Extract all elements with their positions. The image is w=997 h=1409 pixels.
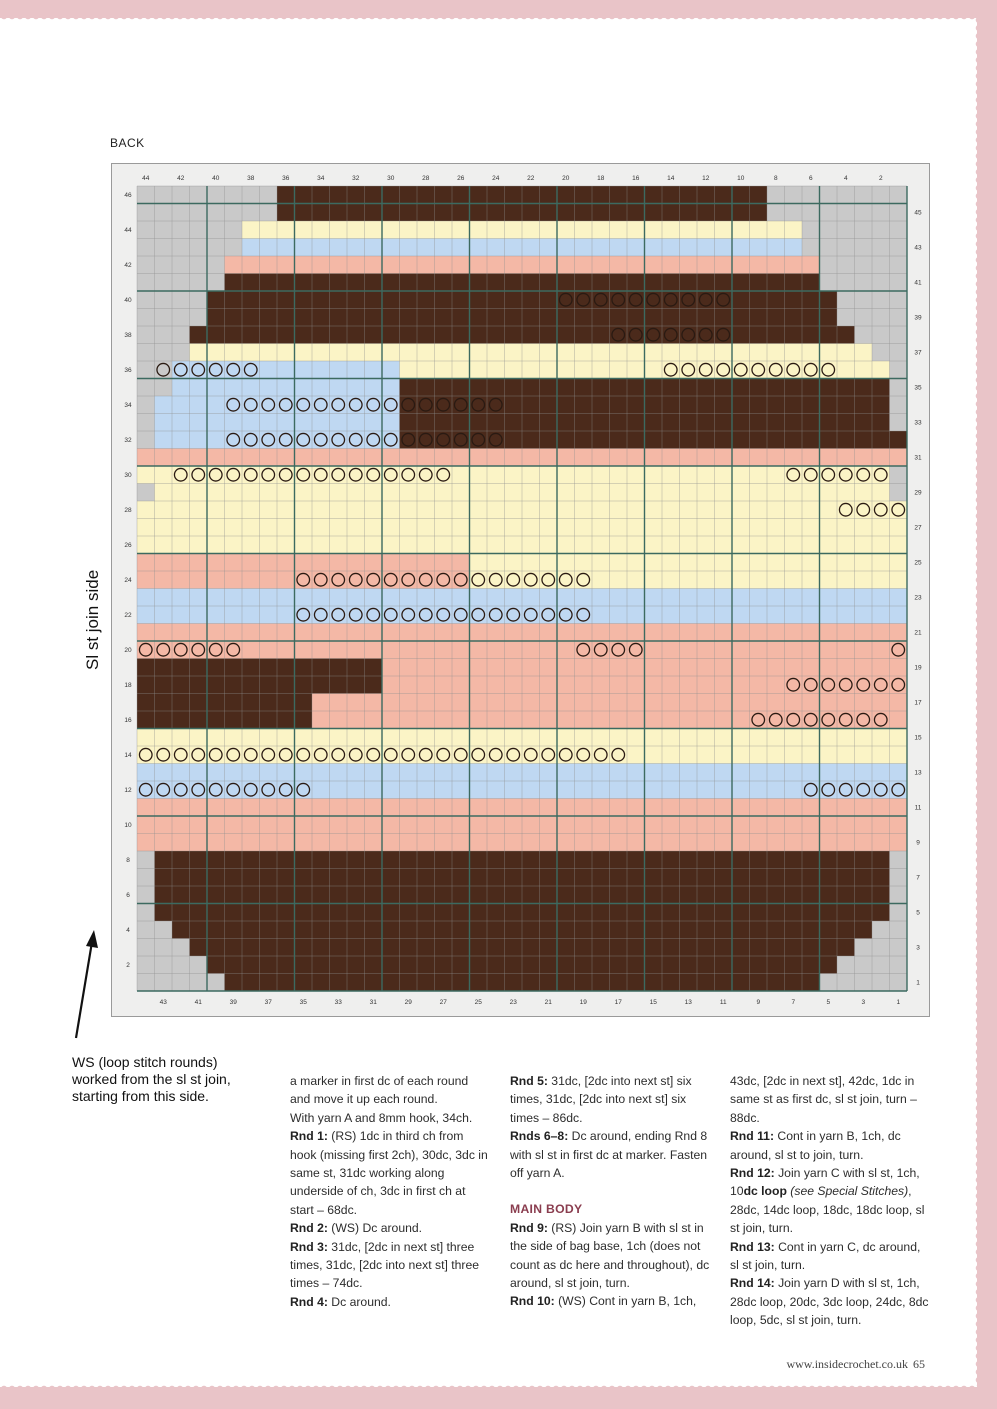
chart-row-band [137, 869, 155, 887]
col-label-bottom: 17 [614, 999, 622, 1006]
col-label-bottom: 1 [896, 999, 901, 1006]
row-label-right: 1 [916, 979, 920, 987]
pattern-round: Rnd 1: (RS) 1dc in third ch from hook (missing first 2ch), 30dc, 3dc in same st, 31dc working along underside of ch, 3dc in first ch at start – 68dc. [290, 1129, 488, 1217]
pattern-round: Rnd 10: (WS) Cont in yarn B, 1ch, [510, 1294, 697, 1309]
col-label-top: 38 [247, 175, 255, 182]
row-label-right: 33 [914, 419, 922, 427]
col-label-bottom: 37 [264, 999, 272, 1006]
chart-row-band [137, 431, 155, 449]
chart-row-band [820, 256, 908, 274]
chart-row-band [137, 484, 155, 502]
page-number: 65 [913, 1357, 925, 1371]
pattern-column-2 [510, 1072, 710, 1311]
side-label: Sl st join side [83, 569, 102, 670]
chart-row-band [137, 939, 190, 957]
col-label-top: 32 [352, 175, 360, 182]
chart-row-band [137, 326, 190, 344]
chart-row-band [470, 571, 908, 589]
pattern-text: With yarn A and 8mm hook, 34ch. [290, 1110, 473, 1125]
chart-row-band [890, 886, 908, 904]
chart-row-band [855, 939, 908, 957]
chart-row-band [137, 396, 155, 414]
col-label-top: 26 [457, 175, 465, 182]
chart-row-band [470, 554, 908, 572]
arrow-icon [60, 928, 100, 1048]
chart-row-band [890, 904, 908, 922]
chart-row-band [137, 904, 155, 922]
row-label-left: 26 [124, 542, 132, 550]
row-label-left: 18 [124, 682, 132, 690]
col-label-top: 28 [422, 175, 430, 182]
chart-row-band [890, 466, 908, 484]
col-label-top: 16 [632, 175, 640, 182]
col-label-top: 2 [878, 175, 883, 182]
pattern-round: Rnd 13: Cont in yarn C, dc around, sl st join, turn. [730, 1239, 921, 1273]
pattern-round: Rnd 5: 31dc, [2dc into next st] six times, 31dc, [2dc into next st] six times – 86dc. [510, 1074, 692, 1125]
row-label-right: 15 [914, 734, 922, 742]
col-label-top: 42 [177, 175, 185, 182]
chart-row-band [137, 256, 225, 274]
crochet-chart [111, 163, 930, 1017]
row-label-right: 19 [914, 664, 922, 672]
col-label-bottom: 5 [826, 999, 831, 1006]
row-label-right: 37 [914, 349, 922, 357]
row-label-left: 32 [124, 437, 132, 445]
row-label-left: 6 [126, 892, 130, 900]
row-label-right: 11 [914, 804, 922, 812]
col-label-top: 34 [317, 175, 325, 182]
pattern-round: Rnd 9: (RS) Join yarn B with sl st in the side of bag base, 1ch (does not count as dc here and throughout), dc around, sl st join, turn. [510, 1220, 710, 1291]
chart-row-band [890, 414, 908, 432]
col-label-top: 44 [142, 175, 150, 182]
page-border-bottom [0, 1387, 997, 1409]
col-label-top: 10 [737, 175, 745, 182]
pattern-round: Rnd 4: Dc around. [290, 1294, 391, 1309]
row-label-right: 25 [914, 559, 922, 567]
row-label-right: 21 [914, 629, 922, 637]
row-label-left: 20 [124, 647, 132, 655]
chart-row-band [172, 361, 400, 379]
col-label-bottom: 31 [369, 999, 377, 1006]
col-label-bottom: 19 [579, 999, 587, 1006]
pattern-text: a marker in first dc of each round and move it up each round. [290, 1074, 469, 1107]
page-footer [781, 1357, 925, 1372]
col-label-bottom: 29 [404, 999, 412, 1006]
col-label-bottom: 25 [474, 999, 482, 1006]
section-heading: MAIN BODY [510, 1202, 583, 1217]
chart-title: BACK [110, 136, 145, 150]
row-label-left: 42 [124, 262, 132, 270]
chart-row-band [820, 974, 908, 992]
col-label-bottom: 13 [684, 999, 692, 1006]
page-border-top [0, 0, 997, 18]
col-label-bottom: 15 [649, 999, 657, 1006]
pattern-column-3 [730, 1072, 930, 1330]
row-label-right: 43 [914, 244, 922, 252]
col-label-bottom: 21 [544, 999, 552, 1006]
col-label-top: 24 [492, 175, 500, 182]
row-label-left: 34 [124, 402, 132, 410]
row-label-left: 10 [124, 822, 132, 830]
row-label-left: 4 [126, 927, 130, 935]
col-label-top: 18 [597, 175, 605, 182]
row-label-left: 24 [124, 577, 132, 585]
col-label-bottom: 43 [159, 999, 167, 1006]
col-label-top: 4 [843, 175, 848, 182]
row-label-right: 13 [914, 769, 922, 777]
col-label-top: 8 [773, 175, 778, 182]
row-label-left: 38 [124, 332, 132, 340]
row-label-right: 5 [916, 909, 920, 917]
ws-note: WS (loop stitch rounds) worked from the sl st join, starting from this side. [72, 1054, 231, 1104]
chart-row-band [890, 396, 908, 414]
row-label-right: 23 [914, 594, 922, 602]
chart-row-band [890, 361, 908, 379]
row-label-left: 16 [124, 717, 132, 725]
chart-row-band [137, 344, 190, 362]
col-label-top: 30 [387, 175, 395, 182]
page-border-right [977, 0, 997, 1409]
row-label-right: 41 [914, 279, 922, 287]
row-label-right: 7 [916, 874, 920, 882]
row-label-left: 8 [126, 857, 130, 865]
pattern-column-1 [290, 1072, 490, 1311]
row-label-left: 30 [124, 472, 132, 480]
row-label-right: 39 [914, 314, 922, 322]
row-label-left: 22 [124, 612, 132, 620]
col-label-bottom: 41 [194, 999, 202, 1006]
row-label-right: 45 [914, 209, 922, 217]
row-label-right: 9 [916, 839, 920, 847]
col-label-top: 14 [667, 175, 675, 182]
row-label-left: 2 [126, 962, 130, 970]
chart-row-band [890, 851, 908, 869]
row-label-right: 17 [914, 699, 922, 707]
row-label-left: 14 [124, 752, 132, 760]
chart-row-band [137, 414, 155, 432]
col-label-bottom: 3 [861, 999, 866, 1006]
row-label-right: 29 [914, 489, 922, 497]
chart-row-band [137, 886, 155, 904]
chart-row-band [890, 379, 908, 397]
chart-row-band [190, 344, 873, 362]
col-label-bottom: 9 [756, 999, 761, 1006]
row-label-right: 35 [914, 384, 922, 392]
col-label-bottom: 27 [439, 999, 447, 1006]
pattern-round: Rnd 14: Join yarn D with sl st, 1ch, 28dc loop, 20dc, 3dc loop, 24dc, 8dc loop, 5dc, sl st join, turn. [730, 1276, 929, 1328]
col-label-top: 40 [212, 175, 220, 182]
chart-row-band [890, 484, 908, 502]
row-label-left: 46 [124, 192, 132, 200]
chart-row-band [820, 274, 908, 292]
row-label-right: 31 [914, 454, 922, 462]
col-label-bottom: 33 [334, 999, 342, 1006]
chart-row-band [137, 554, 470, 572]
chart-row-band [137, 974, 225, 992]
col-label-top: 6 [808, 175, 813, 182]
pattern-round: Rnd 3: 31dc, [2dc in next st] three times, 31dc, [2dc into next st] three times – 74dc. [290, 1239, 480, 1291]
pattern-round: Rnd 11: Cont in yarn B, 1ch, dc around, sl st to join, turn. [730, 1129, 901, 1162]
col-label-bottom: 39 [229, 999, 237, 1006]
chart-row-band [855, 326, 908, 344]
col-label-top: 12 [702, 175, 710, 182]
col-label-bottom: 35 [299, 999, 307, 1006]
pattern-round: Rnd 2: (WS) Dc around. [290, 1221, 423, 1236]
pattern-round: Rnds 6–8: Dc around, ending Rnd 8 with sl st in first dc at marker. Fasten off yarn A. [510, 1129, 708, 1181]
row-label-left: 36 [124, 367, 132, 375]
row-label-left: 44 [124, 227, 132, 235]
chart-row-band [137, 851, 155, 869]
footer-url: www.insidecrochet.co.uk [786, 1357, 908, 1371]
row-label-right: 3 [916, 944, 920, 952]
col-label-top: 22 [527, 175, 535, 182]
col-label-bottom: 7 [791, 999, 796, 1006]
row-label-right: 27 [914, 524, 922, 532]
col-label-bottom: 23 [509, 999, 517, 1006]
col-label-top: 36 [282, 175, 290, 182]
row-label-left: 28 [124, 507, 132, 515]
pattern-text: 43dc, [2dc in next st], 42dc, 1dc in same st as first dc, sl st join, turn – 88dc. [730, 1074, 917, 1125]
col-label-bottom: 11 [719, 999, 727, 1006]
row-label-left: 40 [124, 297, 132, 305]
chart-row-band [890, 869, 908, 887]
pattern-round: Rnd 12: Join yarn C with sl st, 1ch, 10dc loop (see Special Stitches), 28dc, 14dc loop, 18dc, 18dc loop, sl st join, turn. [730, 1166, 925, 1236]
col-label-top: 20 [562, 175, 570, 182]
row-label-left: 12 [124, 787, 132, 795]
chart-row-band [137, 274, 225, 292]
chart-row-band [172, 379, 400, 397]
